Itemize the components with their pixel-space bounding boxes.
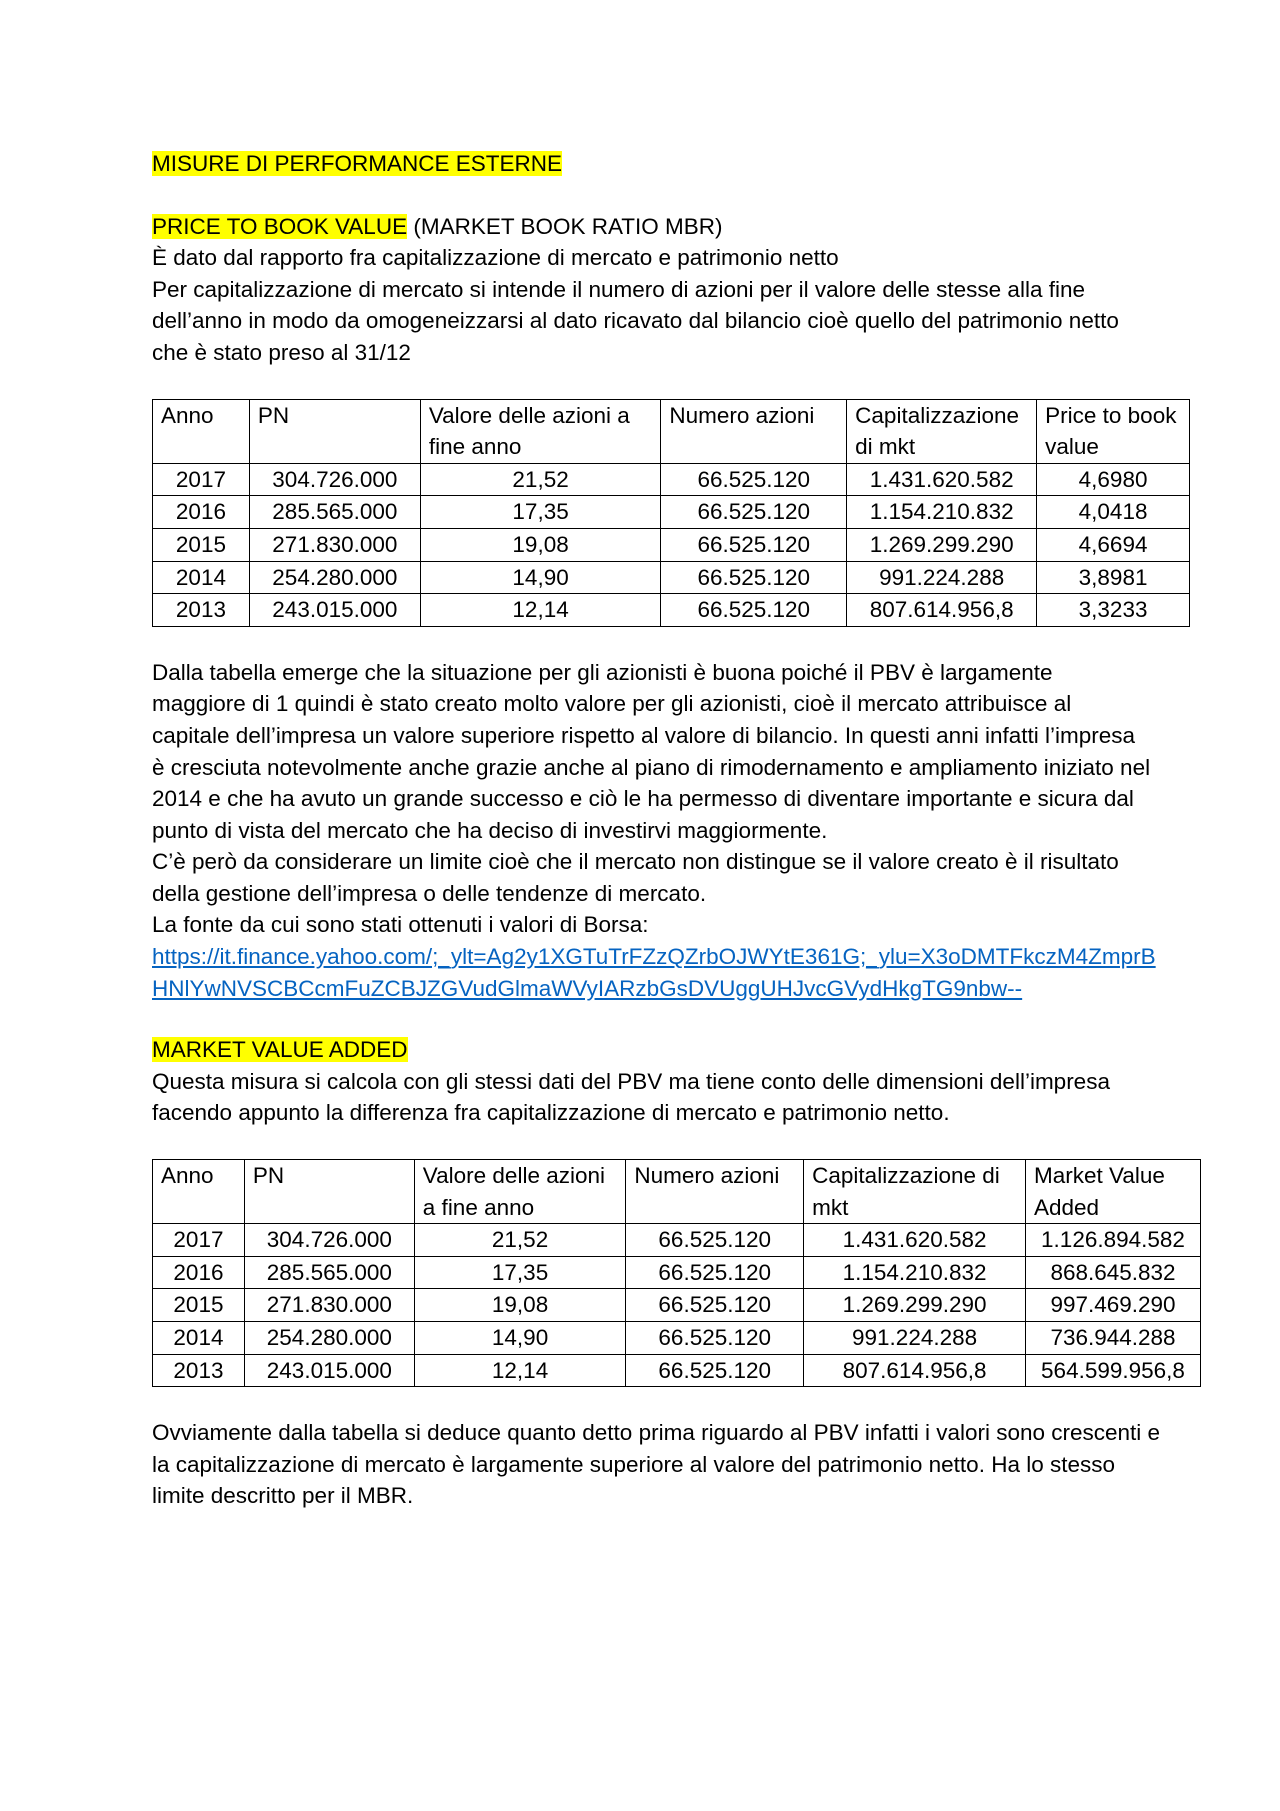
section1-paragraph: Dalla tabella emerge che la situazione per gli azionisti è buona poiché il PBV è largamente maggiore di 1 quindi è stato creato molto valore per gli azionisti, cioè il mercato attribuisce al capitale dell’impresa un valore superiore rispetto al valore di bilancio. In questi anni infatti l’impresa è cresciuta notevolmente anche grazie anche al piano di rimodernamento e ampliamento iniziato nel 2014 e che ha avuto un grande successo e ciò le ha permesso di diventare importante e sicura dal punto di vista del mercato che ha deciso di investirvi maggiormente. xyxy=(152,659,1151,843)
table-row xyxy=(153,1289,1201,1322)
table-cell: 304.726.000 xyxy=(244,1224,414,1257)
table-cell: 1.269.299.290 xyxy=(847,528,1037,561)
table-cell: 564.599.956,8 xyxy=(1026,1354,1201,1387)
table-row xyxy=(153,1224,1201,1257)
table-row xyxy=(153,496,1190,529)
table-cell: 1.154.210.832 xyxy=(847,496,1037,529)
table-cell: 254.280.000 xyxy=(249,561,420,594)
table-cell: 2016 xyxy=(153,1256,245,1289)
table-cell: 66.525.120 xyxy=(661,594,847,627)
table-cell: 2014 xyxy=(153,561,250,594)
table-cell: 2013 xyxy=(153,1354,245,1387)
source-label: La fonte da cui sono stati ottenuti i valori di Borsa: xyxy=(152,912,649,938)
table-cell: 2016 xyxy=(153,496,250,529)
table-cell: 3,8981 xyxy=(1037,561,1190,594)
table-cell: 4,6694 xyxy=(1037,528,1190,561)
table-cell: 2017 xyxy=(153,463,250,496)
section2-conclusion: Ovviamente dalla tabella si deduce quanto detto prima riguardo al PBV infatti i valori sono crescenti e la capitalizzazione di mercato è largamente superiore al valore del patrimonio netto. Ha lo stesso limite descritto per il MBR. xyxy=(152,1420,1161,1509)
table-cell: 2015 xyxy=(153,1289,245,1322)
table-cell: 66.525.120 xyxy=(626,1322,804,1355)
table-cell: 66.525.120 xyxy=(626,1289,804,1322)
table-cell: 243.015.000 xyxy=(249,594,420,627)
table-cell: 271.830.000 xyxy=(249,528,420,561)
main-heading: MISURE DI PERFORMANCE ESTERNE xyxy=(152,151,563,176)
pbv-table-header xyxy=(153,399,1190,463)
document-page xyxy=(152,148,1202,1512)
table-cell: 1.431.620.582 xyxy=(804,1224,1026,1257)
table-cell: 66.525.120 xyxy=(661,528,847,561)
col-header: Valore delle azioni a fine anno xyxy=(420,399,661,463)
col-header: Anno xyxy=(153,399,250,463)
table-cell: 66.525.120 xyxy=(661,496,847,529)
table-cell: 12,14 xyxy=(414,1354,626,1387)
table-cell: 254.280.000 xyxy=(244,1322,414,1355)
mva-table xyxy=(152,1159,1201,1387)
table-row xyxy=(153,463,1190,496)
table-cell: 19,08 xyxy=(414,1289,626,1322)
table-cell: 3,3233 xyxy=(1037,594,1190,627)
col-header: Capitalizzazione di mkt xyxy=(847,399,1037,463)
col-header: Market Value Added xyxy=(1026,1160,1201,1224)
table-cell: 243.015.000 xyxy=(244,1354,414,1387)
table-cell: 1.269.299.290 xyxy=(804,1289,1026,1322)
table-cell: 14,90 xyxy=(414,1322,626,1355)
table-cell: 21,52 xyxy=(420,463,661,496)
col-header: Anno xyxy=(153,1160,245,1224)
table-row xyxy=(153,1354,1201,1387)
section1-line-2: Per capitalizzazione di mercato si intende il numero di azioni per il valore delle stesse alla fine dell’anno in modo da omogeneizzarsi al dato ricavato dal bilancio cioè quello del patrimonio netto che è stato preso al 31/12 xyxy=(152,276,1119,365)
table-cell: 12,14 xyxy=(420,594,661,627)
section2-title: MARKET VALUE ADDED xyxy=(152,1037,408,1063)
source-link[interactable]: https://it.finance.yahoo.com/;_ylt=Ag2y1XGTuTrFZzQZrbOJWYtE361G;_ylu=X3oDMTFkczM4ZmprBHNlYwNVSCBCcmFuZCBJZGVudGlmaWVyIARzbGsDVUggUHJvcGVydHkgTG9nbw-- xyxy=(152,944,1156,1001)
col-header: Numero azioni xyxy=(661,399,847,463)
table-cell: 2017 xyxy=(153,1224,245,1257)
table-cell: 17,35 xyxy=(420,496,661,529)
table-cell: 66.525.120 xyxy=(626,1256,804,1289)
section1-line-1: È dato dal rapporto fra capitalizzazione di mercato e patrimonio netto xyxy=(152,245,839,271)
table-cell: 991.224.288 xyxy=(804,1322,1026,1355)
table-cell: 304.726.000 xyxy=(249,463,420,496)
col-header: PN xyxy=(249,399,420,463)
table-row xyxy=(153,594,1190,627)
table-cell: 271.830.000 xyxy=(244,1289,414,1322)
table-cell: 991.224.288 xyxy=(847,561,1037,594)
table-row xyxy=(153,561,1190,594)
table-cell: 868.645.832 xyxy=(1026,1256,1201,1289)
source-link-line xyxy=(152,941,1162,1004)
table-cell: 14,90 xyxy=(420,561,661,594)
table-cell: 807.614.956,8 xyxy=(847,594,1037,627)
table-cell: 66.525.120 xyxy=(661,463,847,496)
table-row xyxy=(153,1256,1201,1289)
table-cell: 19,08 xyxy=(420,528,661,561)
table-cell: 285.565.000 xyxy=(249,496,420,529)
table-cell: 21,52 xyxy=(414,1224,626,1257)
col-header: Numero azioni xyxy=(626,1160,804,1224)
table-cell: 66.525.120 xyxy=(661,561,847,594)
table-row xyxy=(153,528,1190,561)
table-cell: 4,6980 xyxy=(1037,463,1190,496)
section1-paragraph-2: C’è però da considerare un limite cioè che il mercato non distingue se il valore creato è il risultato della gestione dell’impresa o delle tendenze di mercato. xyxy=(152,849,1119,906)
table-cell: 66.525.120 xyxy=(626,1354,804,1387)
table-cell: 1.154.210.832 xyxy=(804,1256,1026,1289)
table-cell: 66.525.120 xyxy=(626,1224,804,1257)
col-header: Valore delle azioni a fine anno xyxy=(414,1160,626,1224)
table-cell: 736.944.288 xyxy=(1026,1322,1201,1355)
mva-table-header xyxy=(153,1160,1201,1224)
section1-title: PRICE TO BOOK VALUE (MARKET BOOK RATIO MBR) xyxy=(152,213,723,239)
col-header: Capitalizzazione di mkt xyxy=(804,1160,1026,1224)
table-cell: 4,0418 xyxy=(1037,496,1190,529)
table-cell: 1.126.894.582 xyxy=(1026,1224,1201,1257)
col-header: Price to book value xyxy=(1037,399,1190,463)
pbv-table xyxy=(152,399,1190,627)
table-row xyxy=(153,1322,1201,1355)
section2-paragraph: Questa misura si calcola con gli stessi dati del PBV ma tiene conto delle dimensioni dell’impresa facendo appunto la differenza fra capitalizzazione di mercato e patrimonio netto. xyxy=(152,1068,1110,1126)
col-header: PN xyxy=(244,1160,414,1224)
table-cell: 17,35 xyxy=(414,1256,626,1289)
table-cell: 997.469.290 xyxy=(1026,1289,1201,1322)
table-cell: 285.565.000 xyxy=(244,1256,414,1289)
table-cell: 2015 xyxy=(153,528,250,561)
table-cell: 1.431.620.582 xyxy=(847,463,1037,496)
table-cell: 2013 xyxy=(153,594,250,627)
table-cell: 807.614.956,8 xyxy=(804,1354,1026,1387)
table-cell: 2014 xyxy=(153,1322,245,1355)
